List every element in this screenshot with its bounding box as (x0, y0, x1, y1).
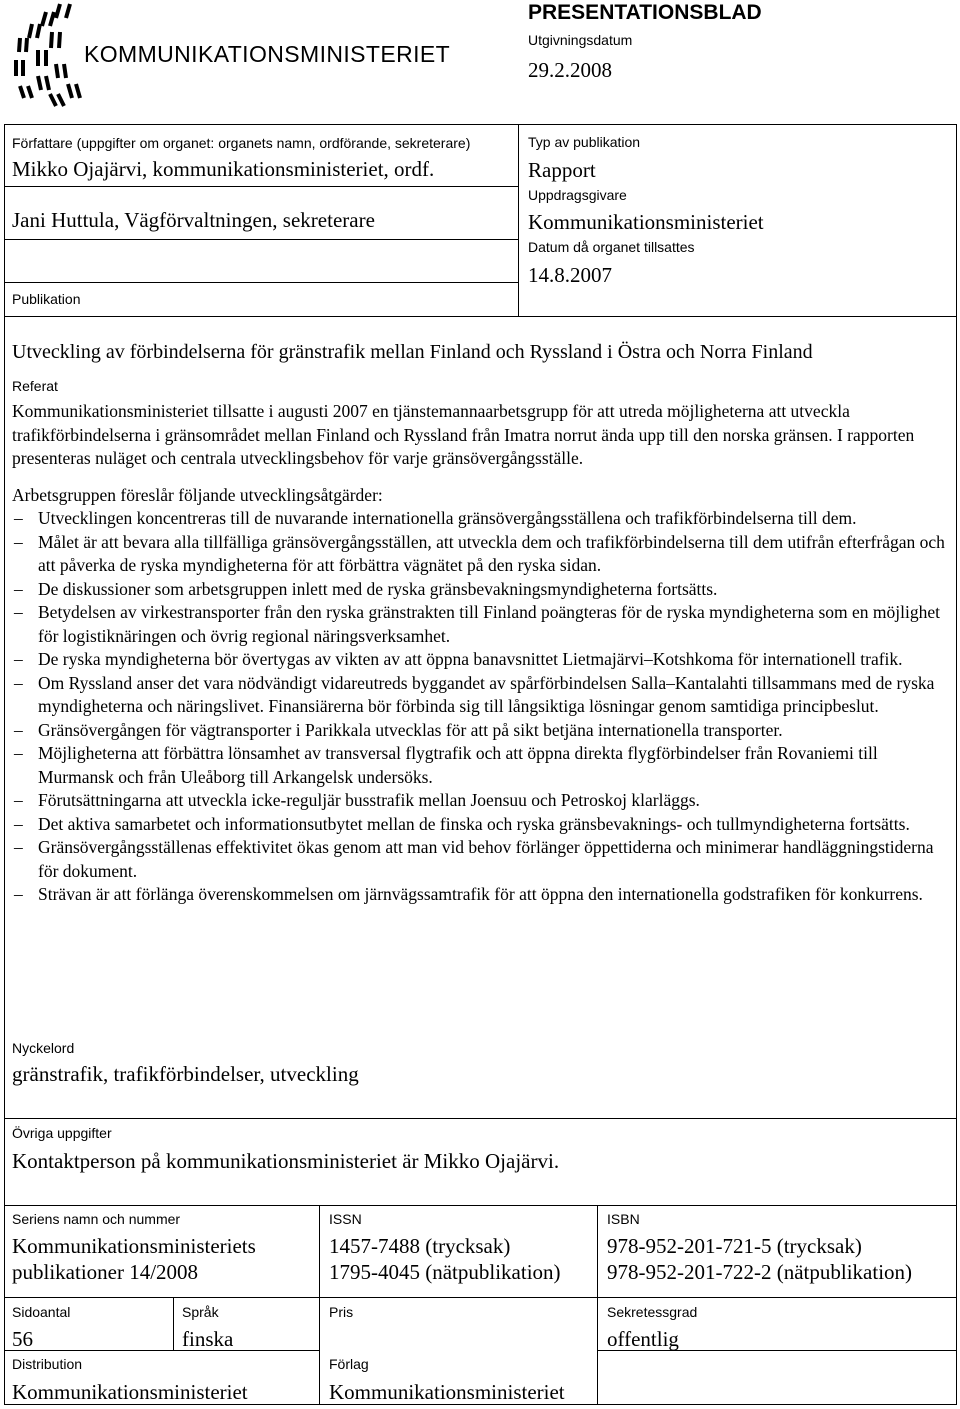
measure-item: – Strävan är att förlänga överenskommelsen om järnvägssamtrafik för att öppna den internationella godstrafiken för konkurrens. (12, 883, 950, 907)
commissioner-label: Uppdragsgivare (528, 187, 627, 203)
issue-date: 29.2.2008 (528, 58, 612, 82)
measure-item: – Förutsättningarna att utveckla icke-reguljär busstrafik mellan Joensuu och Petroskoj klarläggs. (12, 789, 950, 813)
grid-row-line-2 (4, 1350, 320, 1351)
ministry-name: KOMMUNIKATIONSMINISTERIET (84, 41, 451, 67)
issn-online: 1795-4045 (nätpublikation) (329, 1260, 561, 1284)
measures-list (12, 507, 950, 907)
publication-type-label: Typ av publikation (528, 134, 641, 150)
isbn-online: 978-952-201-722-2 (nätpublikation) (607, 1260, 913, 1284)
publication-type-value: Rapport (528, 158, 596, 182)
author-row-line-1 (4, 186, 518, 187)
authors-label: Författare (uppgifter om organet: organets namn, ordförande, sekreterare) (12, 135, 471, 151)
language-label: Språk (182, 1304, 219, 1320)
publication-top-line (4, 282, 518, 283)
issn-label: ISSN (329, 1211, 362, 1227)
series-line1: Kommunikationsministeriets (12, 1234, 256, 1258)
distribution-label: Distribution (12, 1356, 83, 1372)
pages-value: 56 (12, 1327, 33, 1351)
isbn-print: 978-952-201-721-5 (trycksak) (607, 1234, 862, 1258)
price-label: Pris (329, 1304, 354, 1320)
appointed-date-value: 14.8.2007 (528, 263, 612, 287)
measures-intro: Arbetsgruppen föreslår följande utvecklingsåtgärder: (12, 484, 383, 505)
author-row-line-2 (4, 239, 518, 240)
appointed-date-label: Datum då organet tillsattes (528, 239, 695, 255)
measure-item: – De ryska myndigheterna bör övertygas av vikten av att öppna banavsnittet Lietmajärvi–Kotshkoma för internationell trafik. (12, 648, 950, 672)
series-line2: publikationer 14/2008 (12, 1260, 199, 1284)
pages-label: Sidoantal (12, 1304, 71, 1320)
distribution-value: Kommunikationsministeriet (12, 1380, 248, 1404)
measure-item: – Utvecklingen koncentreras till de nuvarande internationella gränsövergångsställena och trafikförbindelserna till dem. (12, 507, 950, 531)
ministry-logo (10, 2, 82, 110)
measure-item: – Gränsövergången för vägtransporter i Parikkala utvecklas för att på sikt betjäna internationella transporter. (12, 719, 950, 743)
commissioner-value: Kommunikationsministeriet (528, 210, 764, 234)
grid-col-line-3 (173, 1297, 174, 1350)
publisher-label: Förlag (329, 1356, 369, 1372)
author-chair: Mikko Ojajärvi, kommunikationsministeriet, ordf. (12, 157, 435, 181)
keywords-value: gränstrafik, trafikförbindelser, utveckling (12, 1062, 359, 1086)
series-label: Seriens namn och nummer (12, 1211, 181, 1227)
grid-col-line-2 (597, 1205, 598, 1404)
issue-date-label: Utgivningsdatum (528, 32, 633, 48)
publication-label: Publikation (12, 291, 81, 307)
abstract-body (12, 400, 950, 907)
classification-value: offentlig (607, 1327, 679, 1351)
grid-col-line-1 (319, 1205, 320, 1404)
measure-item: – Målet är att bevara alla tillfälliga gränsövergångsställen, att utveckla dem och trafikförbindelserna till dem utifrån efterfrågan och att påverka de ryska myndigheterna för att förbättra vägnätet på den ryska sidan. (12, 531, 950, 578)
measure-item: – De diskussioner som arbetsgruppen inlett med de ryska gränsbevakningsmyndigheterna fortsätts. (12, 578, 950, 602)
keywords-label: Nyckelord (12, 1040, 75, 1056)
measure-item: – Möjligheterna att förbättra lönsamhet av transversal flygtrafik och att öppna direkta flygförbindelser från Rovaniemi till Murmansk och från Uleåborg till Arkangelsk undersöks. (12, 742, 950, 789)
publication-title: Utveckling av förbindelserna för gränstrafik mellan Finland och Ryssland i Östra och Norra Finland (12, 341, 813, 363)
publisher-value: Kommunikationsministeriet (329, 1380, 565, 1404)
meta-bottom-line (4, 316, 957, 317)
author-secretary: Jani Huttula, Vägförvaltningen, sekreterare (12, 208, 375, 232)
other-info-bottom-line (4, 1205, 957, 1206)
author-divider (518, 124, 519, 316)
classification-label: Sekretessgrad (607, 1304, 698, 1320)
keywords-bottom-line (4, 1118, 957, 1119)
doc-type-title: PRESENTATIONSBLAD (528, 1, 762, 24)
measure-item: – Betydelsen av virkestransporter från den ryska gränstrakten till Finland poängteras för de ryska myndigheterna som en möjlighet för logistiknäringen och övrig regional näringsverksamhet. (12, 601, 950, 648)
frame-top-line (4, 124, 957, 125)
measure-item: – Det aktiva samarbetet och informationsutbytet mellan de finska och ryska gränsbevaknings- och tullmyndigheterna fortsätts. (12, 813, 950, 837)
issn-print: 1457-7488 (trycksak) (329, 1234, 511, 1258)
abstract-label: Referat (12, 378, 58, 394)
other-info-label: Övriga uppgifter (12, 1125, 112, 1141)
measure-item: – Om Ryssland anser det vara nödvändigt vidareutreds byggandet av spårförbindelsen Salla–Kantalahti tillsammans med de ryska myndigheterna och näringslivet. Finansiärerna bör förbinda sig till långsiktiga lösningar genom samtidiga principbeslut. (12, 672, 950, 719)
other-info-value: Kontaktperson på kommunikationsministeriet är Mikko Ojajärvi. (12, 1149, 560, 1173)
grid-row-line-1 (4, 1297, 957, 1298)
isbn-label: ISBN (607, 1211, 640, 1227)
measure-item: – Gränsövergångsställenas effektivitet ökas genom att man vid behov förlänger öppettiderna och minimerar handläggningstiderna för dokument. (12, 836, 950, 883)
language-value: finska (182, 1327, 234, 1351)
abstract-paragraph: Kommunikationsministeriet tillsatte i augusti 2007 en tjänstemannaarbetsgrupp för att utreda möjligheterna att utveckla trafikförbindelserna i gränsområdet mellan Finland och Ryssland från Imatra norrut ända upp till den norska gränsen. I rapporten presenteras nuläget och centrala utvecklingsbehov för varje gränsövergångsställe. (12, 401, 915, 468)
